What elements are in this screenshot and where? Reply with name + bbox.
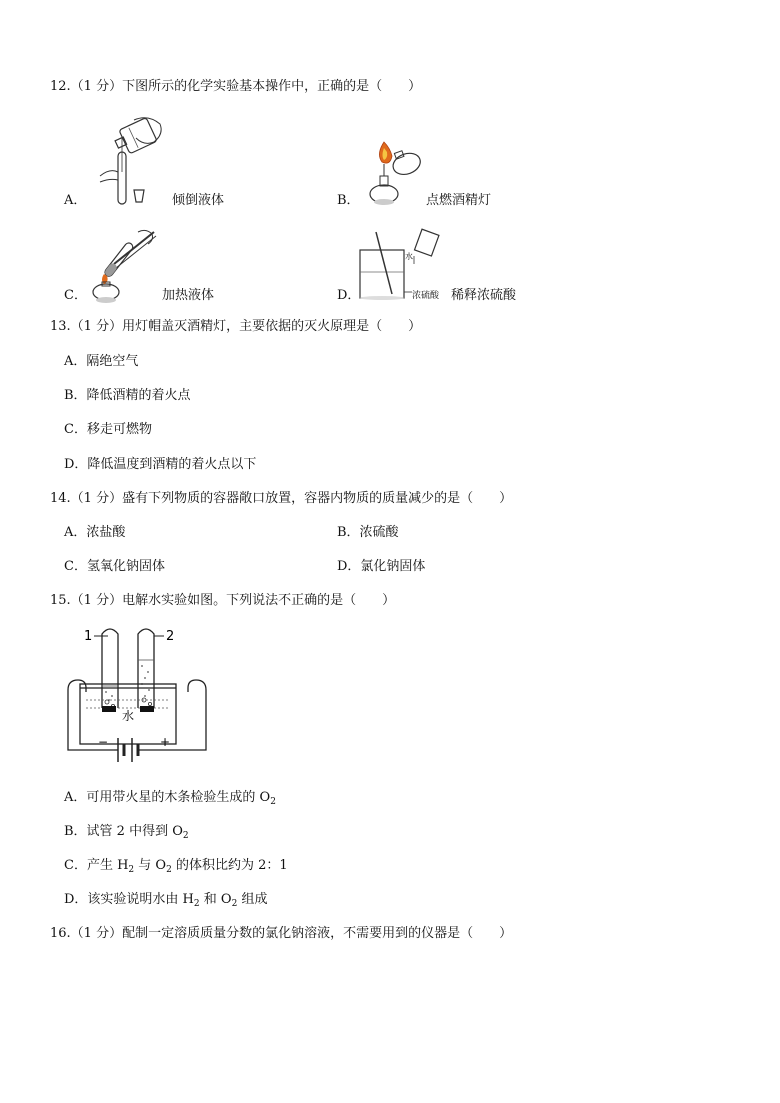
q12-option-a-caption: 倾倒液体 bbox=[172, 193, 225, 208]
q12-option-c-letter: C． bbox=[64, 288, 87, 303]
q12-figure-a bbox=[96, 112, 170, 214]
minus-label: − bbox=[98, 735, 109, 749]
q12-figure-c bbox=[90, 226, 162, 310]
q12-option-d-caption: 稀释浓硫酸 bbox=[451, 288, 517, 303]
q15-option-a: A．可用带火星的木条检验生成的 $O_2$ bbox=[64, 790, 276, 807]
q14-stem: 14.（1 分）盛有下列物质的容器敞口放置，容器内物质的质量减少的是（ ） bbox=[50, 491, 513, 506]
plus-label: + bbox=[160, 735, 171, 749]
q15-option-d: D．该实验说明水由 $H_2$ 和 $O_2$ 组成 bbox=[64, 892, 268, 909]
q12-figure-b bbox=[362, 136, 424, 214]
q14-option-d: D．氯化钠固体 bbox=[337, 559, 426, 574]
water-label: 水 bbox=[122, 709, 135, 723]
q16-stem: 16.（1 分）配制一定溶质质量分数的氯化钠溶液，不需要用到的仪器是（ ） bbox=[50, 926, 513, 941]
q12-stem: 12.（1 分）下图所示的化学实验基本操作中，正确的是（ ） bbox=[50, 79, 422, 94]
q12-option-a-letter: A． bbox=[64, 193, 87, 208]
tube-2-label: 2 bbox=[166, 629, 175, 644]
q12-figure-d-water-label: 水 bbox=[405, 252, 413, 261]
q14-option-b: B．浓硫酸 bbox=[337, 525, 399, 540]
q15-option-c: C．产生 $H_2$ 与 $O_2$ 的体积比约为 2：1 bbox=[64, 858, 288, 875]
q15-stem: 15.（1 分）电解水实验如图。下列说法不正确的是（ ） bbox=[50, 593, 396, 608]
q13-option-a: A．隔绝空气 bbox=[64, 354, 139, 369]
q15-option-b: B．试管 2 中得到 $O_2$ bbox=[64, 824, 189, 841]
q13-option-b: B．降低酒精的着火点 bbox=[64, 388, 191, 403]
tube-1-label: 1 bbox=[84, 629, 93, 644]
q12-option-b-caption: 点燃酒精灯 bbox=[426, 193, 492, 208]
q13-option-c: C．移走可燃物 bbox=[64, 422, 152, 437]
q12-option-b-letter: B． bbox=[337, 193, 360, 208]
electrolysis-figure bbox=[62, 622, 212, 780]
q12-option-c-caption: 加热液体 bbox=[162, 288, 215, 303]
q14-option-c: C．氢氧化钠固体 bbox=[64, 559, 165, 574]
q13-option-d: D．降低温度到酒精的着火点以下 bbox=[64, 457, 257, 472]
q14-option-a: A．浓盐酸 bbox=[64, 525, 126, 540]
q13-stem: 13.（1 分）用灯帽盖灭酒精灯，主要依据的灭火原理是（ ） bbox=[50, 319, 422, 334]
q12-figure-d-acid-label: 浓硫酸 bbox=[412, 291, 440, 301]
q12-option-d-letter: D． bbox=[337, 288, 361, 303]
